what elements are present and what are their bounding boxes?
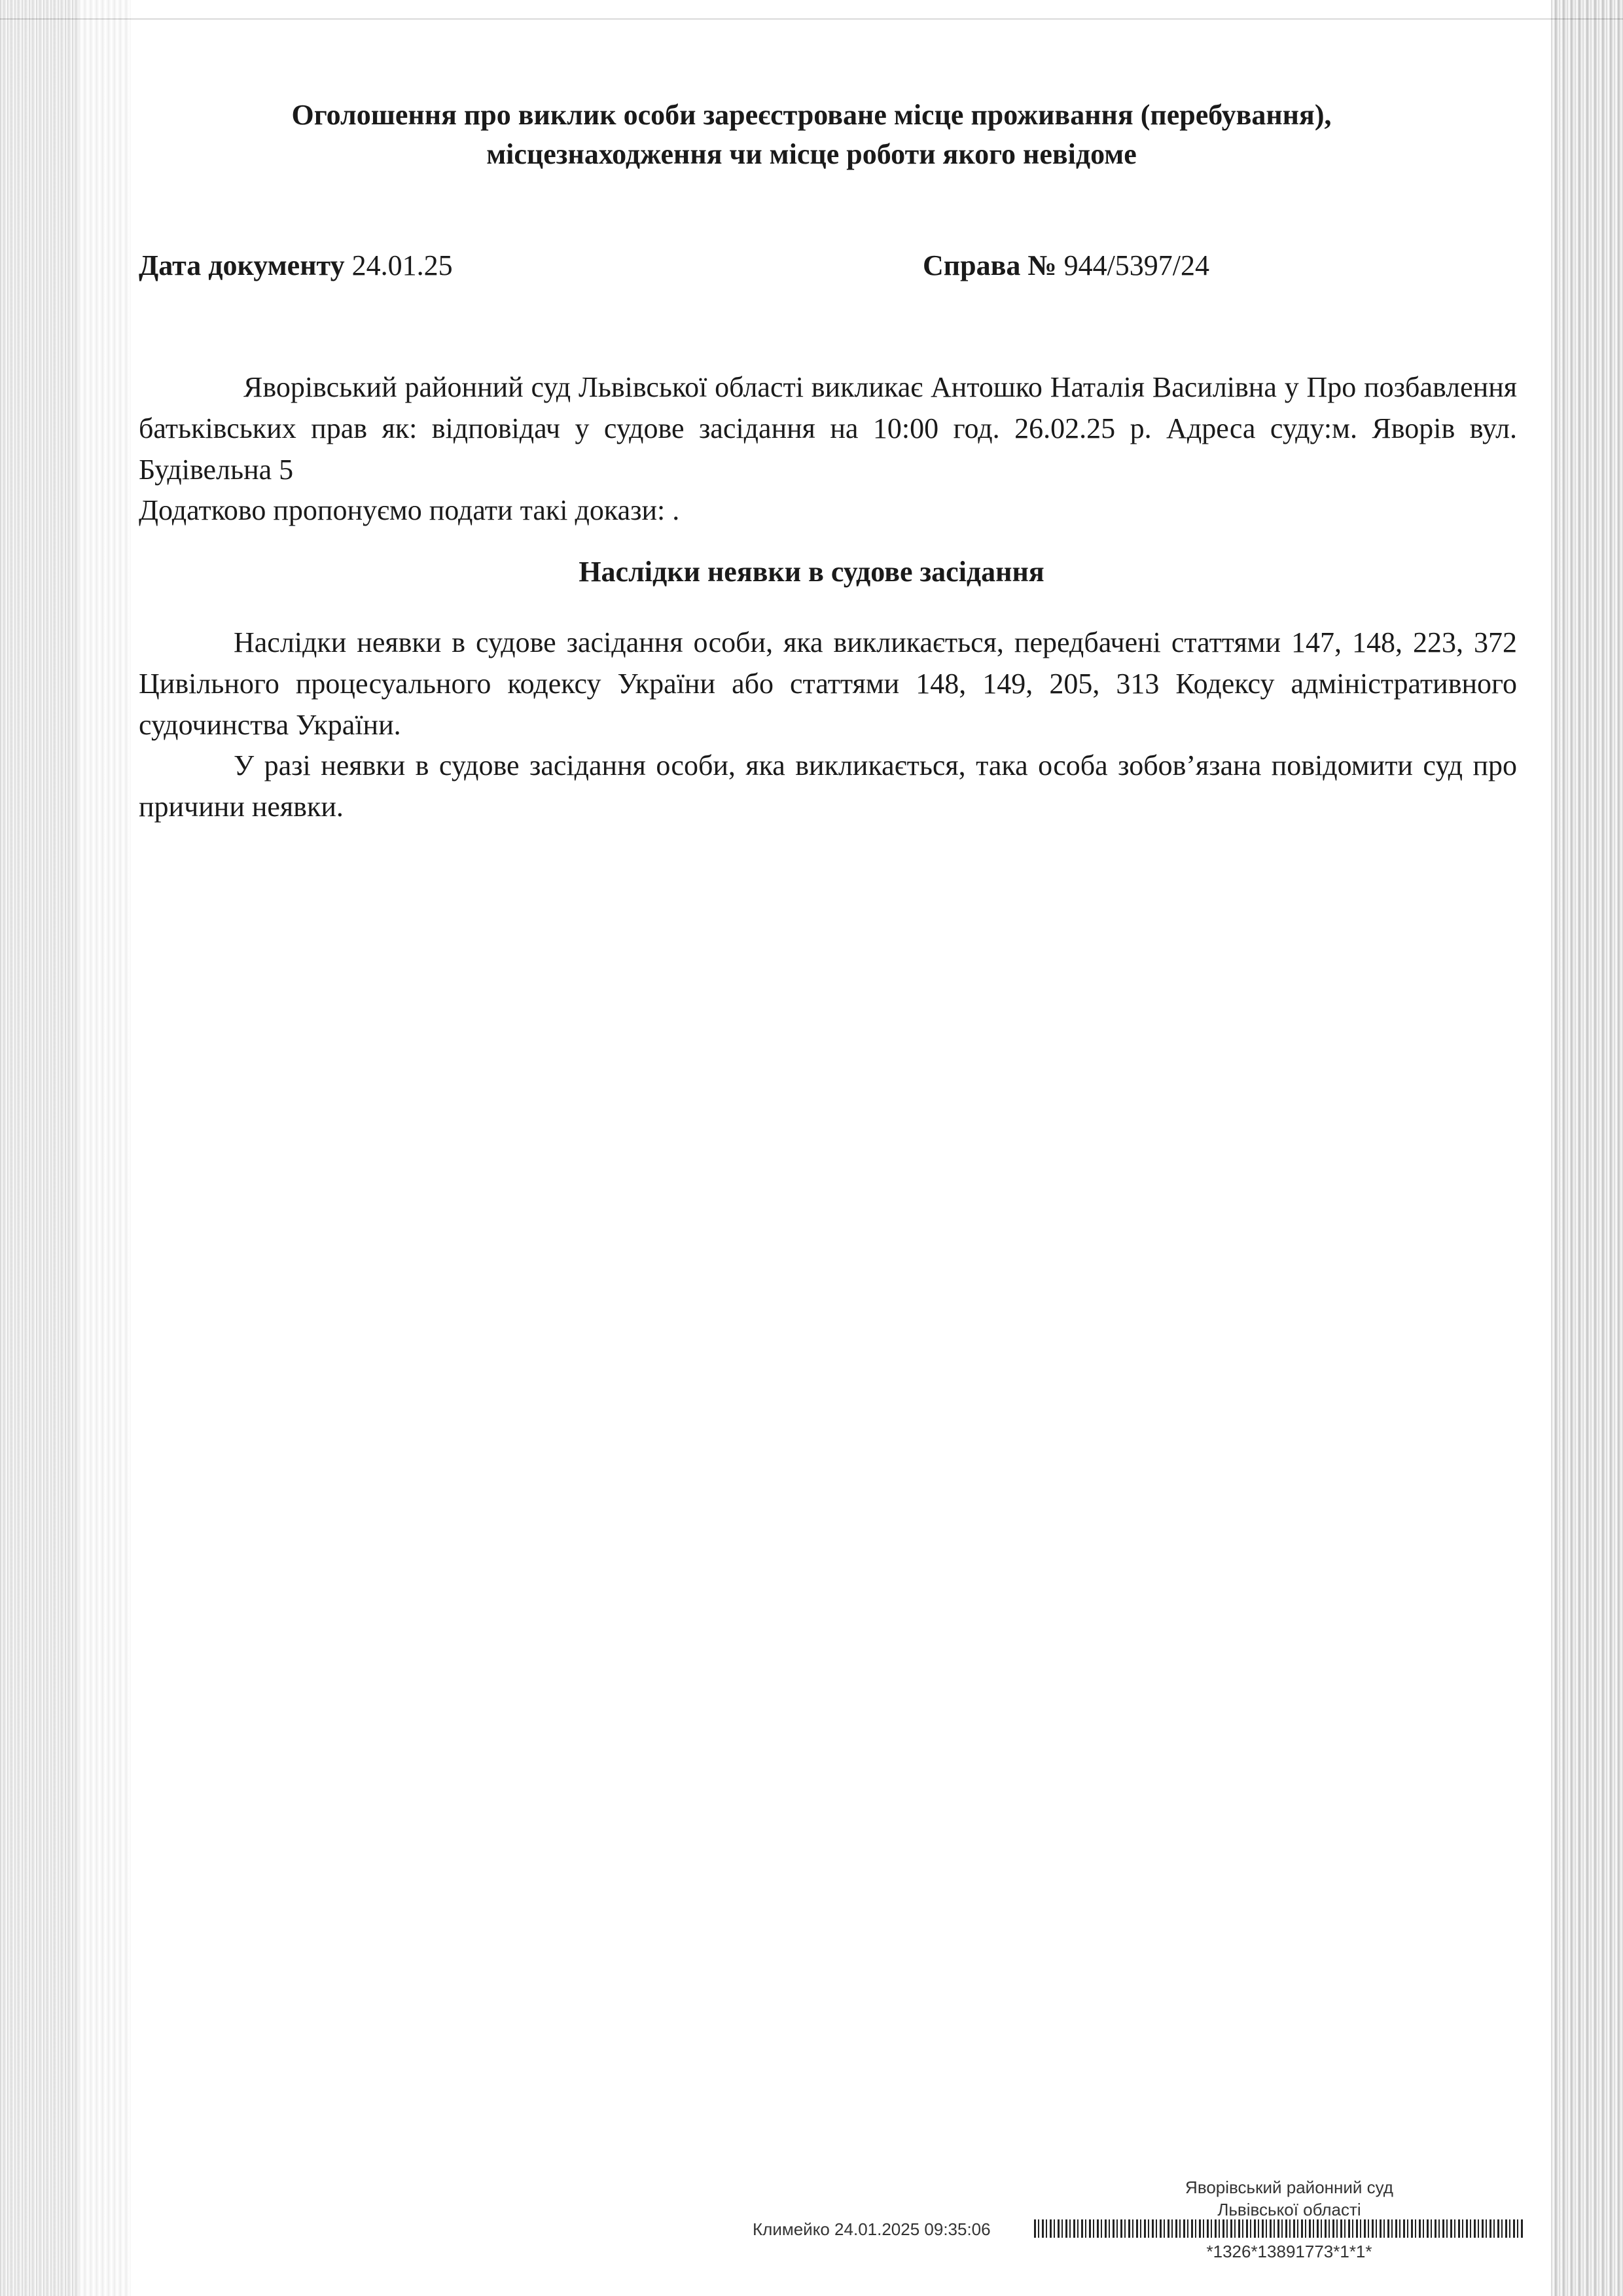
stamp-court-name <box>1158 2176 1420 2221</box>
stamp-code: *1326*13891773*1*1* <box>1206 2242 1372 2261</box>
stamp-signer: Климейко 24.01.2025 09:35:06 <box>753 2219 991 2239</box>
electronic-stamp <box>753 2176 1525 2287</box>
scan-edge-left <box>0 0 79 2296</box>
summons-paragraph: Яворівський районний суд Львівської області викликає Антошко Наталія Василівна у Про позбавлення батьківських прав як: відповідач у судове засідання на 10:00 год. 26.02.25 р. Адреса суду:м. Яворів вул. Будівельна 5 <box>139 371 1517 486</box>
title-line-2: місцезнаходження чи місце роботи якого невідоме <box>486 138 1137 170</box>
title-line-1: Оголошення про виклик особи зареєстроване місце проживання (перебування), <box>291 99 1332 131</box>
scan-edge-right <box>1551 0 1623 2296</box>
case-value: 944/5397/24 <box>1063 249 1210 281</box>
case-number <box>923 249 1209 282</box>
date-label: Дата документу <box>139 249 345 281</box>
barcode-icon <box>1034 2219 1525 2238</box>
evidence-paragraph: Додатково пропонуємо подати такі докази: . <box>139 494 680 526</box>
scan-shadow-left <box>79 0 131 2296</box>
scan-edge-top <box>0 18 1623 20</box>
stamp-court-line-1: Яворівський районний суд <box>1185 2178 1393 2197</box>
notification-paragraph: У разі неявки в судове засідання особи, яка викликається, така особа зобов’язана повідомити суд про причини неявки. <box>139 749 1517 823</box>
consequences-heading: Наслідки неявки в судове засідання <box>579 556 1044 588</box>
stamp-court-line-2: Львівської області <box>1217 2200 1361 2219</box>
date-value: 24.01.25 <box>351 249 453 281</box>
document-date <box>139 249 453 282</box>
consequences-paragraph: Наслідки неявки в судове засідання особи, яка викликається, передбачені статтями 147, 148, 223, 372 Цивільного процесуального кодексу України або статтями 148, 149, 205, 313 Кодексу адміністративного судочинства України. <box>139 626 1517 741</box>
case-label: Справа № <box>923 249 1057 281</box>
document-title <box>131 96 1492 174</box>
